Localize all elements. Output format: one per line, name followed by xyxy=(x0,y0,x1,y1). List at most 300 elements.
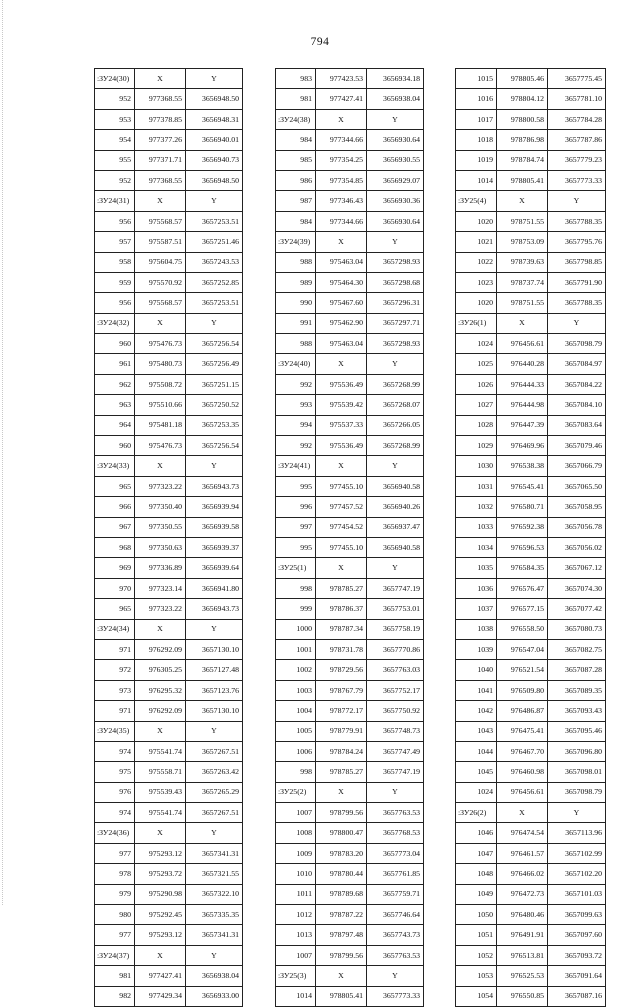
point-number: 954 xyxy=(95,130,135,150)
x-column-header: X xyxy=(316,558,367,578)
coordinate-row xyxy=(95,130,243,150)
point-number: 981 xyxy=(95,966,135,986)
y-coordinate: 3657093.72 xyxy=(548,945,606,965)
coordinate-row xyxy=(456,150,606,170)
x-coordinate: 976292.09 xyxy=(135,701,186,721)
point-number: 992 xyxy=(276,374,316,394)
x-coordinate: 975558.71 xyxy=(135,762,186,782)
coordinate-row xyxy=(276,762,424,782)
x-coordinate: 975541.74 xyxy=(135,803,186,823)
point-number: 974 xyxy=(95,803,135,823)
point-number: 1009 xyxy=(276,843,316,863)
y-column-header: Y xyxy=(186,313,243,333)
y-coordinate: 3656948.31 xyxy=(186,109,243,129)
point-number: 962 xyxy=(95,374,135,394)
point-number: 996 xyxy=(276,497,316,517)
coordinate-row xyxy=(456,639,606,659)
y-coordinate: 3657096.80 xyxy=(548,741,606,761)
x-coordinate: 975462.90 xyxy=(316,313,367,333)
x-coordinate: 976472.73 xyxy=(497,884,548,904)
x-coordinate: 978729.56 xyxy=(316,660,367,680)
y-column-header: Y xyxy=(548,803,606,823)
point-number: 997 xyxy=(276,517,316,537)
x-coordinate: 977455.10 xyxy=(316,476,367,496)
coordinate-row xyxy=(276,823,424,843)
y-column-header: Y xyxy=(186,945,243,965)
point-number: 970 xyxy=(95,578,135,598)
x-coordinate: 977323.14 xyxy=(135,578,186,598)
coordinate-row xyxy=(95,925,243,945)
coordinate-row xyxy=(95,252,243,272)
point-number: 1020 xyxy=(456,211,497,231)
y-coordinate: 3657250.52 xyxy=(186,395,243,415)
point-number: 979 xyxy=(95,884,135,904)
coordinate-row xyxy=(456,986,606,1006)
x-coordinate: 975293.72 xyxy=(135,864,186,884)
y-coordinate: 3657089.35 xyxy=(548,680,606,700)
coordinate-row xyxy=(95,558,243,578)
y-coordinate: 3657251.46 xyxy=(186,232,243,252)
coordinate-row xyxy=(95,864,243,884)
point-number: 990 xyxy=(276,293,316,313)
point-number: 973 xyxy=(95,680,135,700)
y-coordinate: 3657065.50 xyxy=(548,476,606,496)
coordinate-row xyxy=(95,436,243,456)
point-number: 1004 xyxy=(276,701,316,721)
coordinate-row xyxy=(95,905,243,925)
coordinate-row xyxy=(276,415,424,435)
parcel-label: :ЗУ24(34) xyxy=(95,619,135,639)
coordinate-row xyxy=(95,109,243,129)
coordinate-row xyxy=(276,619,424,639)
y-coordinate: 3657102.99 xyxy=(548,843,606,863)
x-coordinate: 976558.50 xyxy=(497,619,548,639)
coordinate-row xyxy=(456,476,606,496)
y-coordinate: 3656933.00 xyxy=(186,986,243,1006)
point-number: 965 xyxy=(95,476,135,496)
x-coordinate: 975463.04 xyxy=(316,334,367,354)
y-coordinate: 3657102.20 xyxy=(548,864,606,884)
x-coordinate: 978784.24 xyxy=(316,741,367,761)
coordinate-row xyxy=(95,537,243,557)
x-coordinate: 977350.55 xyxy=(135,517,186,537)
coordinate-row xyxy=(276,69,424,89)
point-number: 971 xyxy=(95,639,135,659)
parcel-label: :ЗУ25(4) xyxy=(456,191,497,211)
point-number: 995 xyxy=(276,537,316,557)
x-coordinate: 976444.33 xyxy=(497,374,548,394)
x-coordinate: 975293.12 xyxy=(135,843,186,863)
y-coordinate: 3656943.73 xyxy=(186,599,243,619)
y-coordinate: 3657298.93 xyxy=(367,252,424,272)
y-coordinate: 3657265.29 xyxy=(186,782,243,802)
coordinate-row xyxy=(276,436,424,456)
coordinate-row xyxy=(95,170,243,190)
y-coordinate: 3657087.28 xyxy=(548,660,606,680)
parcel-label: :ЗУ24(38) xyxy=(276,109,316,129)
y-coordinate: 3657256.54 xyxy=(186,436,243,456)
coordinate-row xyxy=(95,89,243,109)
point-number: 988 xyxy=(276,252,316,272)
point-number: 1019 xyxy=(456,150,497,170)
coordinate-row xyxy=(276,680,424,700)
y-coordinate: 3657770.86 xyxy=(367,639,424,659)
parcel-label: :ЗУ24(33) xyxy=(95,456,135,476)
x-coordinate: 976456.61 xyxy=(497,334,548,354)
coordinate-row xyxy=(95,374,243,394)
y-coordinate: 3657298.68 xyxy=(367,272,424,292)
point-number: 959 xyxy=(95,272,135,292)
x-coordinate: 975467.60 xyxy=(316,293,367,313)
parcel-header-row xyxy=(456,803,606,823)
x-coordinate: 976596.53 xyxy=(497,537,548,557)
point-number: 1005 xyxy=(276,721,316,741)
coordinate-row xyxy=(276,334,424,354)
y-column-header: Y xyxy=(367,232,424,252)
y-coordinate: 3657268.99 xyxy=(367,436,424,456)
coordinate-row xyxy=(95,497,243,517)
x-coordinate: 977323.22 xyxy=(135,599,186,619)
x-coordinate: 975539.42 xyxy=(316,395,367,415)
coordinate-row xyxy=(456,905,606,925)
x-coordinate: 978751.55 xyxy=(497,293,548,313)
y-coordinate: 3657297.71 xyxy=(367,313,424,333)
point-number: 971 xyxy=(95,701,135,721)
coordinate-row xyxy=(456,823,606,843)
point-number: 956 xyxy=(95,211,135,231)
x-coordinate: 976469.96 xyxy=(497,436,548,456)
point-number: 1041 xyxy=(456,680,497,700)
point-number: 1031 xyxy=(456,476,497,496)
y-coordinate: 3656940.73 xyxy=(186,150,243,170)
point-number: 953 xyxy=(95,109,135,129)
x-coordinate: 976547.04 xyxy=(497,639,548,659)
point-number: 1046 xyxy=(456,823,497,843)
x-coordinate: 975541.74 xyxy=(135,741,186,761)
coordinate-row xyxy=(95,680,243,700)
coordinate-row xyxy=(95,354,243,374)
parcel-label: :ЗУ24(30) xyxy=(95,69,135,89)
y-coordinate: 3657251.15 xyxy=(186,374,243,394)
coordinate-row xyxy=(456,680,606,700)
y-column-header: Y xyxy=(367,558,424,578)
point-number: 974 xyxy=(95,741,135,761)
y-coordinate: 3657322.10 xyxy=(186,884,243,904)
point-number: 1049 xyxy=(456,884,497,904)
y-coordinate: 3657097.60 xyxy=(548,925,606,945)
coordinate-row xyxy=(95,232,243,252)
coordinate-row xyxy=(276,945,424,965)
coordinate-row xyxy=(276,537,424,557)
coordinate-row xyxy=(276,639,424,659)
point-number: 1014 xyxy=(276,986,316,1006)
y-coordinate: 3657098.01 xyxy=(548,762,606,782)
x-coordinate: 976447.39 xyxy=(497,415,548,435)
coordinate-row xyxy=(456,741,606,761)
parcel-label: :ЗУ24(40) xyxy=(276,354,316,374)
y-coordinate: 3657747.19 xyxy=(367,762,424,782)
x-coordinate: 976444.98 xyxy=(497,395,548,415)
y-coordinate: 3657074.30 xyxy=(548,578,606,598)
y-coordinate: 3657768.53 xyxy=(367,823,424,843)
point-number: 1034 xyxy=(456,537,497,557)
x-coordinate: 978784.74 xyxy=(497,150,548,170)
point-number: 960 xyxy=(95,334,135,354)
y-coordinate: 3657763.53 xyxy=(367,803,424,823)
coordinate-row xyxy=(95,334,243,354)
x-coordinate: 978797.48 xyxy=(316,925,367,945)
point-number: 1040 xyxy=(456,660,497,680)
coordinate-row xyxy=(95,803,243,823)
point-number: 1007 xyxy=(276,945,316,965)
y-coordinate: 3657091.64 xyxy=(548,966,606,986)
x-coordinate: 978751.55 xyxy=(497,211,548,231)
coordinate-row xyxy=(276,130,424,150)
x-coordinate: 975539.43 xyxy=(135,782,186,802)
point-number: 964 xyxy=(95,415,135,435)
point-number: 998 xyxy=(276,762,316,782)
y-coordinate: 3656939.64 xyxy=(186,558,243,578)
coordinate-row xyxy=(456,252,606,272)
coordinate-row xyxy=(95,986,243,1006)
x-coordinate: 975290.98 xyxy=(135,884,186,904)
point-number: 987 xyxy=(276,191,316,211)
point-number: 956 xyxy=(95,293,135,313)
x-coordinate: 978786.98 xyxy=(497,130,548,150)
point-number: 1013 xyxy=(276,925,316,945)
coordinate-row xyxy=(456,721,606,741)
x-coordinate: 976440.28 xyxy=(497,354,548,374)
coordinate-row xyxy=(95,843,243,863)
y-coordinate: 3657079.46 xyxy=(548,436,606,456)
x-coordinate: 976521.54 xyxy=(497,660,548,680)
point-number: 1014 xyxy=(456,170,497,190)
y-coordinate: 3657082.75 xyxy=(548,639,606,659)
point-number: 980 xyxy=(95,905,135,925)
x-coordinate: 977377.26 xyxy=(135,130,186,150)
x-column-header: X xyxy=(135,721,186,741)
x-column-header: X xyxy=(135,823,186,843)
y-coordinate: 3657763.53 xyxy=(367,945,424,965)
y-coordinate: 3656930.64 xyxy=(367,211,424,231)
x-coordinate: 978800.47 xyxy=(316,823,367,843)
point-number: 1038 xyxy=(456,619,497,639)
y-column-header: Y xyxy=(367,456,424,476)
y-coordinate: 3657746.64 xyxy=(367,905,424,925)
x-coordinate: 977344.66 xyxy=(316,211,367,231)
y-coordinate: 3657253.35 xyxy=(186,415,243,435)
x-coordinate: 977346.43 xyxy=(316,191,367,211)
y-coordinate: 3656929.07 xyxy=(367,170,424,190)
x-coordinate: 975536.49 xyxy=(316,436,367,456)
point-number: 1030 xyxy=(456,456,497,476)
y-coordinate: 3656948.50 xyxy=(186,170,243,190)
y-coordinate: 3657113.96 xyxy=(548,823,606,843)
point-number: 966 xyxy=(95,497,135,517)
point-number: 969 xyxy=(95,558,135,578)
x-coordinate: 978799.56 xyxy=(316,945,367,965)
point-number: 1018 xyxy=(456,130,497,150)
point-number: 985 xyxy=(276,150,316,170)
parcel-header-row xyxy=(95,945,243,965)
parcel-label: :ЗУ24(31) xyxy=(95,191,135,211)
point-number: 1042 xyxy=(456,701,497,721)
point-number: 986 xyxy=(276,170,316,190)
x-coordinate: 976525.53 xyxy=(497,966,548,986)
x-coordinate: 977368.55 xyxy=(135,89,186,109)
parcel-label: :ЗУ26(1) xyxy=(456,313,497,333)
y-coordinate: 3657243.53 xyxy=(186,252,243,272)
x-coordinate: 978786.37 xyxy=(316,599,367,619)
point-number: 995 xyxy=(276,476,316,496)
coordinate-row xyxy=(276,252,424,272)
y-coordinate: 3657263.42 xyxy=(186,762,243,782)
coordinate-row xyxy=(276,599,424,619)
y-column-header: Y xyxy=(367,966,424,986)
parcel-header-row xyxy=(456,313,606,333)
parcel-label: :ЗУ25(2) xyxy=(276,782,316,802)
x-coordinate: 976592.38 xyxy=(497,517,548,537)
y-coordinate: 3657787.86 xyxy=(548,130,606,150)
coordinate-row xyxy=(276,170,424,190)
x-coordinate: 975476.73 xyxy=(135,436,186,456)
point-number: 960 xyxy=(95,436,135,456)
y-coordinate: 3657067.12 xyxy=(548,558,606,578)
x-coordinate: 976456.61 xyxy=(497,782,548,802)
point-number: 988 xyxy=(276,334,316,354)
parcel-header-row xyxy=(276,966,424,986)
parcel-header-row xyxy=(95,456,243,476)
coordinate-row xyxy=(456,130,606,150)
y-coordinate: 3657758.19 xyxy=(367,619,424,639)
x-coordinate: 975604.75 xyxy=(135,252,186,272)
x-column-header: X xyxy=(135,69,186,89)
x-coordinate: 978805.46 xyxy=(497,69,548,89)
point-number: 1050 xyxy=(456,905,497,925)
point-number: 1044 xyxy=(456,741,497,761)
x-coordinate: 975537.33 xyxy=(316,415,367,435)
coordinate-row xyxy=(276,864,424,884)
y-coordinate: 3657761.85 xyxy=(367,864,424,884)
y-coordinate: 3657341.31 xyxy=(186,843,243,863)
point-number: 984 xyxy=(276,130,316,150)
coordinate-row xyxy=(456,558,606,578)
y-coordinate: 3657268.07 xyxy=(367,395,424,415)
x-coordinate: 977354.85 xyxy=(316,170,367,190)
x-coordinate: 977457.52 xyxy=(316,497,367,517)
x-column-header: X xyxy=(497,191,548,211)
y-column-header: Y xyxy=(186,721,243,741)
x-coordinate: 978789.68 xyxy=(316,884,367,904)
coordinate-row xyxy=(95,415,243,435)
point-number: 968 xyxy=(95,537,135,557)
point-number: 1035 xyxy=(456,558,497,578)
y-coordinate: 3656939.94 xyxy=(186,497,243,517)
y-coordinate: 3657743.73 xyxy=(367,925,424,945)
x-column-header: X xyxy=(316,782,367,802)
y-coordinate: 3656943.73 xyxy=(186,476,243,496)
y-column-header: Y xyxy=(548,313,606,333)
y-coordinate: 3657056.78 xyxy=(548,517,606,537)
x-coordinate: 975463.04 xyxy=(316,252,367,272)
x-coordinate: 976305.25 xyxy=(135,660,186,680)
point-number: 1028 xyxy=(456,415,497,435)
x-coordinate: 976480.46 xyxy=(497,905,548,925)
y-coordinate: 3657750.92 xyxy=(367,701,424,721)
coordinate-row xyxy=(456,69,606,89)
point-number: 998 xyxy=(276,578,316,598)
parcel-label: :ЗУ25(1) xyxy=(276,558,316,578)
point-number: 1002 xyxy=(276,660,316,680)
y-coordinate: 3657095.46 xyxy=(548,721,606,741)
coordinate-row xyxy=(276,191,424,211)
point-number: 965 xyxy=(95,599,135,619)
y-coordinate: 3657084.10 xyxy=(548,395,606,415)
y-column-header: Y xyxy=(186,69,243,89)
point-number: 1008 xyxy=(276,823,316,843)
x-coordinate: 978787.34 xyxy=(316,619,367,639)
point-number: 999 xyxy=(276,599,316,619)
y-coordinate: 3657788.35 xyxy=(548,211,606,231)
point-number: 1052 xyxy=(456,945,497,965)
coordinate-row xyxy=(95,660,243,680)
x-coordinate: 977454.52 xyxy=(316,517,367,537)
x-coordinate: 977368.55 xyxy=(135,170,186,190)
x-column-header: X xyxy=(135,456,186,476)
point-number: 977 xyxy=(95,843,135,863)
x-column-header: X xyxy=(497,803,548,823)
coordinate-tables xyxy=(0,68,640,1001)
y-coordinate: 3657084.22 xyxy=(548,374,606,394)
coordinate-table-body xyxy=(456,69,606,1007)
point-number: 1023 xyxy=(456,272,497,292)
coordinate-row xyxy=(276,578,424,598)
point-number: 1011 xyxy=(276,884,316,904)
point-number: 1032 xyxy=(456,497,497,517)
coordinate-row xyxy=(95,599,243,619)
y-coordinate: 3657784.28 xyxy=(548,109,606,129)
point-number: 984 xyxy=(276,211,316,231)
point-number: 1043 xyxy=(456,721,497,741)
coordinate-row xyxy=(276,293,424,313)
coordinate-row xyxy=(276,905,424,925)
y-coordinate: 3657798.85 xyxy=(548,252,606,272)
y-coordinate: 3657781.10 xyxy=(548,89,606,109)
x-coordinate: 976576.47 xyxy=(497,578,548,598)
y-coordinate: 3657268.99 xyxy=(367,374,424,394)
point-number: 1001 xyxy=(276,639,316,659)
point-number: 952 xyxy=(95,89,135,109)
point-number: 994 xyxy=(276,415,316,435)
y-coordinate: 3657747.19 xyxy=(367,578,424,598)
y-column-header: Y xyxy=(186,191,243,211)
coordinate-row xyxy=(456,170,606,190)
y-coordinate: 3657066.79 xyxy=(548,456,606,476)
x-coordinate: 977371.71 xyxy=(135,150,186,170)
parcel-header-row xyxy=(276,782,424,802)
point-number: 1045 xyxy=(456,762,497,782)
x-coordinate: 976474.54 xyxy=(497,823,548,843)
coordinate-row xyxy=(95,578,243,598)
x-coordinate: 977378.85 xyxy=(135,109,186,129)
parcel-header-row xyxy=(95,619,243,639)
x-coordinate: 978805.41 xyxy=(316,986,367,1006)
coordinate-row xyxy=(95,782,243,802)
coordinate-row xyxy=(456,619,606,639)
x-coordinate: 978785.27 xyxy=(316,578,367,598)
coordinate-row xyxy=(456,436,606,456)
point-number: 982 xyxy=(95,986,135,1006)
